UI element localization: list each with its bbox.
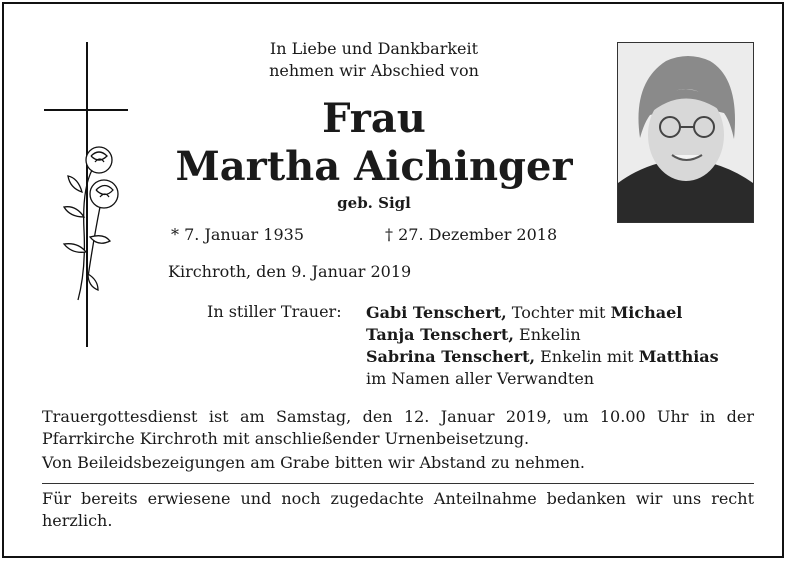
divider (42, 483, 754, 484)
intro-line-1: In Liebe und Dankbarkeit (269, 39, 479, 58)
birth-name: geb. Sigl (337, 194, 411, 212)
mourner-row: Tanja Tenschert, Enkelin (366, 325, 581, 344)
intro-line-2: nehmen wir Abschied von (269, 61, 479, 80)
cross-icon (44, 42, 130, 352)
obituary-notice (2, 2, 784, 558)
condolence-text: Von Beileidsbezeigungen am Grabe bitten wir Abstand zu nehmen. (42, 453, 586, 472)
mourner-row: Gabi Tenschert, Tochter mit Michael (366, 303, 683, 322)
mourners-label: In stiller Trauer: (207, 302, 342, 321)
mourner-row: im Namen aller Verwandten (366, 369, 595, 388)
deceased-name: Martha Aichinger (175, 143, 573, 190)
portrait-photo (617, 42, 754, 223)
intro-text (174, 38, 574, 82)
death-date: † 27. Dezember 2018 (385, 225, 558, 244)
roses-icon (64, 147, 118, 300)
service-text: Trauergottesdienst ist am Samstag, den 12. Januar 2019, um 10.00 Uhr in der Pfarrkirche Kirchroth mit anschließender Urnenbeisetzung. (42, 407, 754, 448)
place-date: Kirchroth, den 9. Januar 2019 (168, 262, 412, 281)
salutation: Frau (322, 95, 426, 142)
mourner-row: Sabrina Tenschert, Enkelin mit Matthias (366, 347, 719, 366)
thanks-text: Für bereits erwiesene und noch zugedachte Anteilnahme bedanken wir uns recht herzlich. (42, 489, 754, 530)
birth-date: * 7. Januar 1935 (171, 225, 304, 244)
mourners-list (366, 302, 719, 390)
